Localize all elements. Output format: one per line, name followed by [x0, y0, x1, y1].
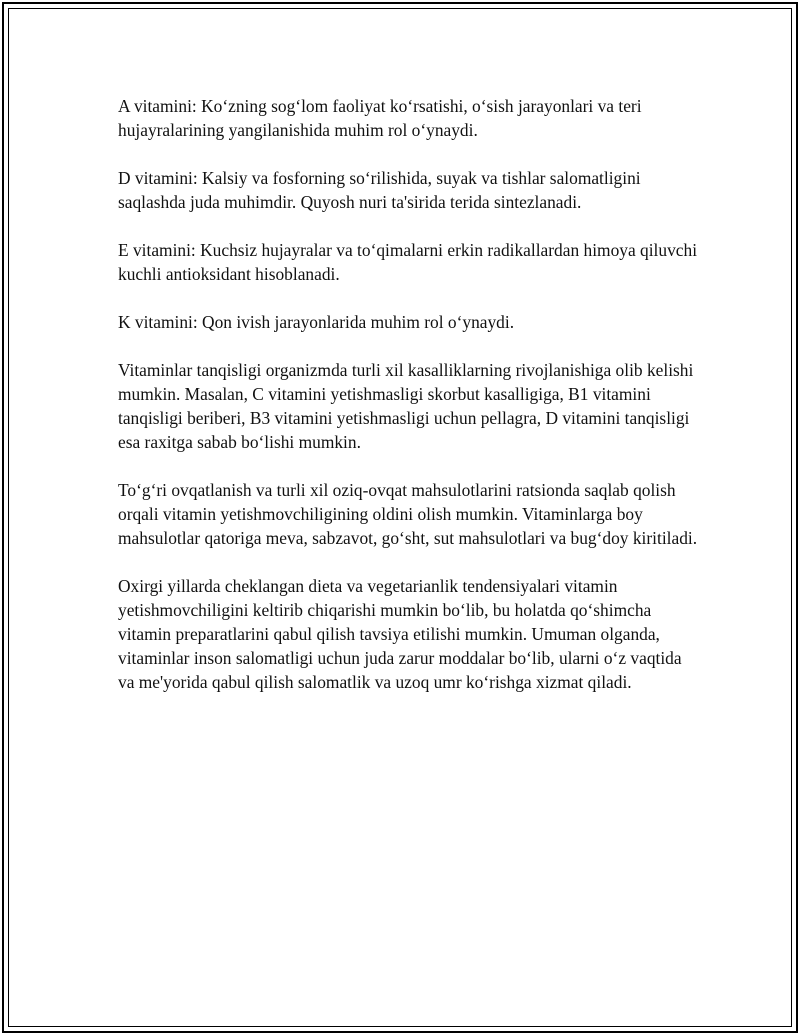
- paragraph-vitamin-a: A vitamini: Ko‘zning sog‘lom faoliyat ko‘rsatishi, o‘sish jarayonlari va teri hujayralarining yangilanishida muhim rol o‘ynaydi.: [118, 96, 642, 140]
- paragraph-deficiency: Vitaminlar tanqisligi organizmda turli xil kasalliklarning rivojlanishiga olib kelishi mumkin. Masalan, C vitamini yetishmasligi skorbut kasalligiga, B1 vitamini tanqisligi beriberi, B3 vitamini yetishmasligi uchun pellagra, D vitamini tanqisligi esa raxitga sabab bo‘lishi mumkin.: [118, 360, 694, 452]
- paragraph-vitamin-e: E vitamini: Kuchsiz hujayralar va to‘qimalarni erkin radikallardan himoya qiluvchi kuchli antioksidant hisoblanadi.: [118, 240, 698, 284]
- paragraph-nutrition: To‘g‘ri ovqatlanish va turli xil oziq-ovqat mahsulotlarini ratsionda saqlab qolish orqali vitamin yetishmovchiligining oldini olish mumkin. Vitaminlarga boy mahsulotlar qatoriga meva, sabzavot, go‘sht, sut mahsulotlari va bug‘doy kiritiladi.: [118, 480, 698, 548]
- paragraph-vitamin-k: K vitamini: Qon ivish jarayonlarida muhim rol o‘ynaydi.: [118, 312, 515, 332]
- document-body: [118, 94, 698, 718]
- paragraph-conclusion: Oxirgi yillarda cheklangan dieta va vegetarianlik tendensiyalari vitamin yetishmovchiligini keltirib chiqarishi mumkin bo‘lib, bu holatda qo‘shimcha vitamin preparatlarini qabul qilish tavsiya etilishi mumkin. Umuman olganda, vitaminlar inson salomatligi uchun juda zarur moddalar bo‘lib, ularni o‘z vaqtida va me'yorida qabul qilish salomatlik va uzoq umr ko‘rishga xizmat qiladi.: [118, 576, 682, 692]
- paragraph-vitamin-d: D vitamini: Kalsiy va fosforning so‘rilishida, suyak va tishlar salomatligini saqlashda juda muhimdir. Quyosh nuri ta'sirida terida sintezlanadi.: [118, 168, 641, 212]
